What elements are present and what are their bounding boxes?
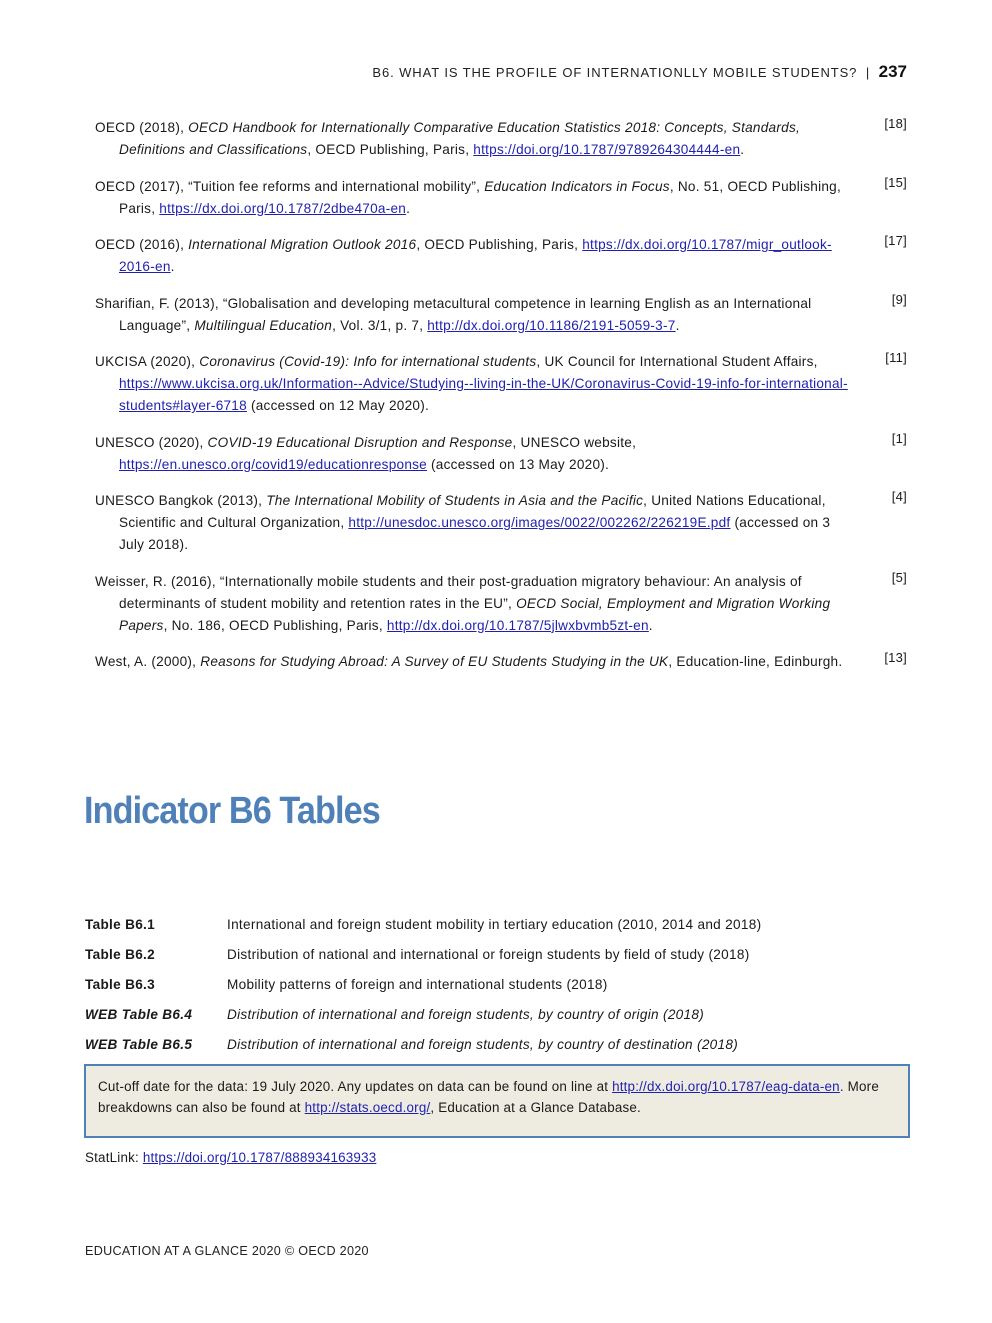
note-text: , Education at a Glance Database. (430, 1100, 641, 1115)
reference-text: OECD (2017), “Tuition fee reforms and international mobility”, (95, 178, 485, 194)
note-text: Cut-off date for the data: 19 July 2020. Any updates on data can be found on line at (98, 1079, 613, 1094)
running-header (372, 62, 907, 82)
reference-item (95, 489, 907, 556)
reference-text: (accessed on 13 May 2020). (427, 456, 610, 472)
table-entry[interactable] (85, 974, 907, 1004)
reference-text: . (406, 200, 411, 216)
reference-title: Coronavirus (Covid-19): Info for international students (199, 354, 537, 369)
reference-item (95, 430, 907, 476)
eag-data-link[interactable]: http://dx.doi.org/10.1787/eag-data-en (612, 1079, 840, 1094)
reference-item (95, 233, 907, 278)
table-list (85, 914, 907, 1064)
web-table-entry[interactable] (85, 1004, 907, 1034)
reference-link[interactable]: https://dx.doi.org/10.1787/2dbe470a-en (159, 200, 407, 216)
oecd-stats-link[interactable]: http://stats.oecd.org/ (304, 1100, 431, 1115)
header-separator: | (865, 65, 871, 80)
reference-title: Education Indicators in Focus (484, 178, 670, 194)
reference-text: OECD (2016), (95, 237, 189, 252)
reference-link[interactable]: https://dx.doi.org/10.1787/migr_outlook-2016-en (119, 237, 832, 274)
table-code: Table B6.1 (85, 917, 155, 932)
reference-item (95, 569, 907, 637)
table-description: Mobility patterns of foreign and international students (2018) (227, 977, 608, 992)
reference-link[interactable]: http://dx.doi.org/10.1787/5jlwxbvmb5zt-en (386, 617, 649, 633)
reference-link[interactable]: http://unesdoc.unesco.org/images/0022/002262/226219E.pdf (348, 515, 731, 530)
reference-number: [1] (891, 430, 907, 446)
table-description: International and foreign student mobility in tertiary education (2010, 2014 and 2018) (227, 917, 762, 932)
reference-title: Multilingual Education (194, 317, 333, 333)
reference-list (95, 117, 907, 688)
table-code: WEB Table B6.4 (85, 1007, 193, 1022)
reference-text: , No. 186, OECD Publishing, Paris, (163, 617, 387, 633)
reference-text: OECD (2018), (95, 120, 189, 135)
reference-text: (accessed on 3 July 2018). (119, 515, 831, 552)
reference-number: [5] (891, 569, 907, 585)
reference-text: , Vol. 3/1, p. 7, (332, 317, 428, 333)
section-title: Indicator B6 Tables (84, 790, 380, 832)
reference-text: Weisser, R. (2016), “Internationally mobile students and their post-graduation migratory behaviour: An analysis of determinants of student mobility and retention rates in the EU”, (95, 573, 802, 611)
reference-text: , No. 51, OECD Publishing, Paris, (119, 178, 842, 216)
reference-number: [17] (884, 233, 907, 248)
reference-item (95, 174, 907, 220)
statlink (85, 1150, 376, 1165)
page-footer: EDUCATION AT A GLANCE 2020 © OECD 2020 (85, 1244, 369, 1258)
reference-text: UKCISA (2020), (95, 354, 200, 369)
reference-text: . (170, 259, 175, 274)
reference-number: [11] (885, 350, 907, 365)
reference-text: , UK Council for International Student Affairs, (536, 354, 818, 369)
reference-text: , UNESCO website, (512, 434, 637, 450)
reference-title: Reasons for Studying Abroad: A Survey of EU Students Studying in the UK (200, 654, 669, 669)
reference-link[interactable]: https://doi.org/10.1787/9789264304444-en (473, 142, 741, 157)
reference-link[interactable]: https://en.unesco.org/covid19/educationresponse (119, 456, 427, 472)
reference-title: COVID-19 Educational Disruption and Response (207, 434, 513, 450)
reference-link[interactable]: https://www.ukcisa.org.uk/Information--Advice/Studying--living-in-the-UK/Coronavirus-Covid-19-info-for-international-students#layer-6718 (119, 376, 848, 413)
reference-text: West, A. (2000), (95, 654, 201, 669)
table-entry[interactable] (85, 944, 907, 974)
reference-text: . (675, 317, 680, 333)
reference-text: . (740, 142, 745, 157)
reference-number: [4] (891, 489, 907, 504)
reference-number: [15] (884, 174, 907, 190)
reference-text: , OECD Publishing, Paris, (416, 237, 583, 252)
table-description: Distribution of international and foreign students, by country of destination (2018) (227, 1037, 739, 1052)
reference-text: , Education-line, Edinburgh. (668, 654, 843, 669)
data-note-box (84, 1064, 910, 1138)
running-title: B6. WHAT IS THE PROFILE OF INTERNATIONLLY MOBILE STUDENTS? (372, 65, 858, 80)
table-code: Table B6.3 (85, 977, 155, 992)
reference-title: International Migration Outlook 2016 (188, 237, 417, 252)
table-code: WEB Table B6.5 (85, 1037, 193, 1052)
reference-text: Sharifian, F. (2013), “Globalisation and developing metacultural competence in learning English as an International Language”, (95, 295, 812, 333)
reference-item (95, 650, 907, 673)
reference-number: [18] (884, 116, 907, 131)
reference-item (95, 350, 907, 417)
web-table-entry[interactable] (85, 1034, 907, 1064)
reference-number: [9] (891, 291, 907, 307)
statlink-label: StatLink: (85, 1150, 143, 1165)
reference-text: . (648, 617, 653, 633)
reference-text: , OECD Publishing, Paris, (307, 142, 474, 157)
reference-number: [13] (884, 650, 907, 665)
reference-text: , United Nations Educational, Scientific and Cultural Organization, (119, 493, 826, 530)
table-entry[interactable] (85, 914, 907, 944)
table-description: Distribution of national and international or foreign students by field of study (2018) (227, 947, 750, 962)
reference-text: UNESCO (2020), (95, 434, 208, 450)
reference-link[interactable]: http://dx.doi.org/10.1186/2191-5059-3-7 (427, 317, 676, 333)
table-code: Table B6.2 (85, 947, 155, 962)
reference-item (95, 291, 907, 337)
reference-title: OECD Social, Employment and Migration Working Papers (119, 595, 831, 633)
reference-item (95, 116, 907, 161)
page-number: 237 (878, 62, 907, 81)
reference-title: OECD Handbook for Internationally Comparative Education Statistics 2018: Concepts, Standards, Definitions and Classifications (119, 120, 801, 157)
statlink-url[interactable]: https://doi.org/10.1787/888934163933 (142, 1150, 377, 1165)
reference-text: UNESCO Bangkok (2013), (95, 493, 267, 508)
reference-title: The International Mobility of Students in Asia and the Pacific (266, 493, 644, 508)
reference-text: (accessed on 12 May 2020). (246, 398, 429, 413)
table-description: Distribution of international and foreign students, by country of origin (2018) (227, 1007, 705, 1022)
note-text: . More breakdowns can also be found at (98, 1079, 879, 1115)
